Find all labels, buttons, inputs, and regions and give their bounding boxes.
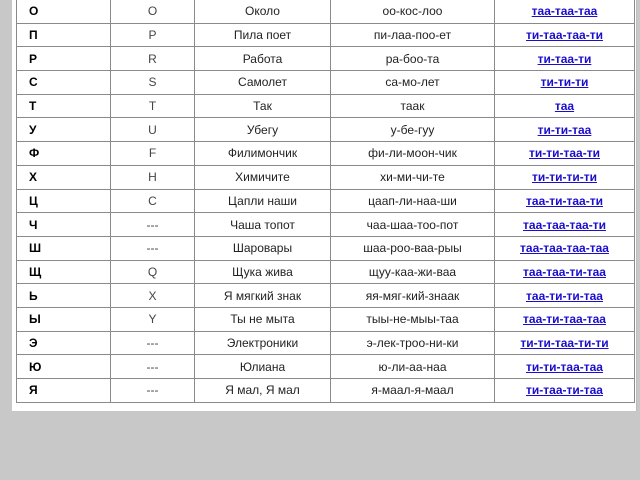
table-row — [17, 47, 635, 71]
latin-letter-cell: T — [111, 94, 195, 118]
latin-letter-cell: --- — [111, 213, 195, 237]
syllables-cell: цаап-ли-наа-ши — [331, 189, 495, 213]
cyrillic-letter-cell: Ч — [17, 213, 111, 237]
morse-code-cell — [495, 47, 635, 71]
syllables-cell: я-маал-я-маал — [331, 379, 495, 403]
cyrillic-letter-cell: Ц — [17, 189, 111, 213]
mnemonic-phrase-cell: Самолет — [195, 71, 331, 95]
cyrillic-letter-cell: Ш — [17, 236, 111, 260]
cyrillic-letter-cell: Ю — [17, 355, 111, 379]
syllables-cell: ю-ли-аа-наа — [331, 355, 495, 379]
cyrillic-letter-cell: Ы — [17, 307, 111, 331]
morse-code-cell — [495, 307, 635, 331]
mnemonic-phrase-cell: Филимончик — [195, 142, 331, 166]
morse-code-link[interactable]: таа-таа-таа — [531, 4, 598, 19]
syllables-cell: ра-боо-та — [331, 47, 495, 71]
mnemonic-phrase-cell: Цапли наши — [195, 189, 331, 213]
cyrillic-letter-cell: С — [17, 71, 111, 95]
morse-code-link[interactable]: таа-таа-ти-таа — [523, 264, 606, 279]
latin-letter-cell: X — [111, 284, 195, 308]
cyrillic-letter-cell: Т — [17, 94, 111, 118]
table-row — [17, 94, 635, 118]
cyrillic-letter-cell: У — [17, 118, 111, 142]
morse-code-cell — [495, 94, 635, 118]
cyrillic-letter-cell: Я — [17, 379, 111, 403]
mnemonic-phrase-cell: Химичите — [195, 165, 331, 189]
morse-code-cell — [495, 0, 635, 23]
morse-code-link[interactable]: ти-ти-ти-ти — [531, 170, 597, 185]
syllables-cell: щуу-каа-жи-ваа — [331, 260, 495, 284]
table-row — [17, 355, 635, 379]
syllables-cell: э-лек-трoo-ни-ки — [331, 331, 495, 355]
morse-code-cell — [495, 260, 635, 284]
table-row — [17, 0, 635, 23]
syllables-cell: хи-ми-чи-те — [331, 165, 495, 189]
syllables-cell: пи-лаа-поо-ет — [331, 23, 495, 47]
cyrillic-letter-cell: Ф — [17, 142, 111, 166]
table-row — [17, 23, 635, 47]
syllables-cell: шаа-роо-ваа-рыы — [331, 236, 495, 260]
mnemonic-phrase-cell: Убегу — [195, 118, 331, 142]
table-row — [17, 189, 635, 213]
mnemonic-phrase-cell: Чаша топот — [195, 213, 331, 237]
latin-letter-cell: S — [111, 71, 195, 95]
table-row — [17, 71, 635, 95]
morse-code-cell — [495, 379, 635, 403]
cyrillic-letter-cell: Х — [17, 165, 111, 189]
table-row — [17, 260, 635, 284]
latin-letter-cell: Q — [111, 260, 195, 284]
syllables-cell: яя-мяг-кий-знаак — [331, 284, 495, 308]
latin-letter-cell: P — [111, 23, 195, 47]
syllables-cell: таак — [331, 94, 495, 118]
latin-letter-cell: --- — [111, 355, 195, 379]
syllables-cell: у-бе-гуу — [331, 118, 495, 142]
cyrillic-letter-cell: Р — [17, 47, 111, 71]
morse-code-link[interactable]: ти-ти-таа — [537, 122, 592, 137]
latin-letter-cell: F — [111, 142, 195, 166]
syllables-cell: фи-ли-моон-чик — [331, 142, 495, 166]
morse-code-link[interactable]: ти-ти-ти — [540, 75, 589, 90]
morse-code-link[interactable]: ти-ти-таа-ти — [529, 146, 600, 161]
syllables-cell: тыы-не-мыы-таа — [331, 307, 495, 331]
table-row — [17, 213, 635, 237]
table-row — [17, 165, 635, 189]
morse-code-cell — [495, 213, 635, 237]
syllables-cell: чаа-шаа-тоо-пот — [331, 213, 495, 237]
latin-letter-cell: O — [111, 0, 195, 23]
latin-letter-cell: C — [111, 189, 195, 213]
table-row — [17, 331, 635, 355]
cyrillic-letter-cell: Щ — [17, 260, 111, 284]
mnemonic-phrase-cell: Так — [195, 94, 331, 118]
latin-letter-cell: --- — [111, 236, 195, 260]
mnemonic-phrase-cell: Работа — [195, 47, 331, 71]
morse-code-link[interactable]: таа-ти-таа-ти — [526, 193, 603, 208]
mnemonic-phrase-cell: Я мягкий знак — [195, 284, 331, 308]
morse-code-cell — [495, 355, 635, 379]
latin-letter-cell: H — [111, 165, 195, 189]
morse-code-link[interactable]: таа-ти-таа-таа — [523, 312, 606, 327]
morse-code-table — [16, 0, 635, 403]
syllables-cell: са-мо-лет — [331, 71, 495, 95]
cyrillic-letter-cell: П — [17, 23, 111, 47]
latin-letter-cell: --- — [111, 379, 195, 403]
mnemonic-phrase-cell: Юлиана — [195, 355, 331, 379]
morse-code-cell — [495, 236, 635, 260]
morse-code-cell — [495, 165, 635, 189]
mnemonic-phrase-cell: Шаровары — [195, 236, 331, 260]
morse-code-link[interactable]: таа — [554, 99, 575, 114]
morse-code-cell — [495, 189, 635, 213]
morse-code-cell — [495, 23, 635, 47]
latin-letter-cell: Y — [111, 307, 195, 331]
latin-letter-cell: --- — [111, 331, 195, 355]
table-row — [17, 307, 635, 331]
morse-code-link[interactable]: ти-таа-ти-таа — [526, 383, 603, 398]
table-row — [17, 142, 635, 166]
morse-code-cell — [495, 118, 635, 142]
mnemonic-phrase-cell: Щука жива — [195, 260, 331, 284]
mnemonic-phrase-cell: Ты не мыта — [195, 307, 331, 331]
morse-code-link[interactable]: ти-ти-таа-ти-ти — [520, 335, 609, 350]
morse-code-cell — [495, 142, 635, 166]
mnemonic-phrase-cell: Пила поет — [195, 23, 331, 47]
morse-code-cell — [495, 71, 635, 95]
table-row — [17, 118, 635, 142]
mnemonic-phrase-cell: Около — [195, 0, 331, 23]
syllables-cell: оо-кос-лоо — [331, 0, 495, 23]
mnemonic-phrase-cell: Я мал, Я мал — [195, 379, 331, 403]
table-row — [17, 284, 635, 308]
latin-letter-cell: R — [111, 47, 195, 71]
morse-code-link[interactable]: таа-ти-ти-таа — [526, 288, 603, 303]
table-row — [17, 379, 635, 403]
latin-letter-cell: U — [111, 118, 195, 142]
morse-code-link[interactable]: таа-таа-таа-ти — [523, 217, 606, 232]
morse-code-link[interactable]: таа-таа-таа-таа — [520, 241, 609, 256]
table-row — [17, 236, 635, 260]
morse-code-link[interactable]: ти-ти-таа-таа — [526, 359, 603, 374]
morse-code-link[interactable]: ти-таа-ти — [537, 51, 592, 66]
morse-code-link[interactable]: ти-таа-таа-ти — [526, 28, 603, 43]
mnemonic-phrase-cell: Электроники — [195, 331, 331, 355]
morse-code-cell — [495, 284, 635, 308]
cyrillic-letter-cell: О — [17, 0, 111, 23]
cyrillic-letter-cell: Э — [17, 331, 111, 355]
morse-code-cell — [495, 331, 635, 355]
table-body — [17, 0, 635, 402]
cyrillic-letter-cell: Ь — [17, 284, 111, 308]
